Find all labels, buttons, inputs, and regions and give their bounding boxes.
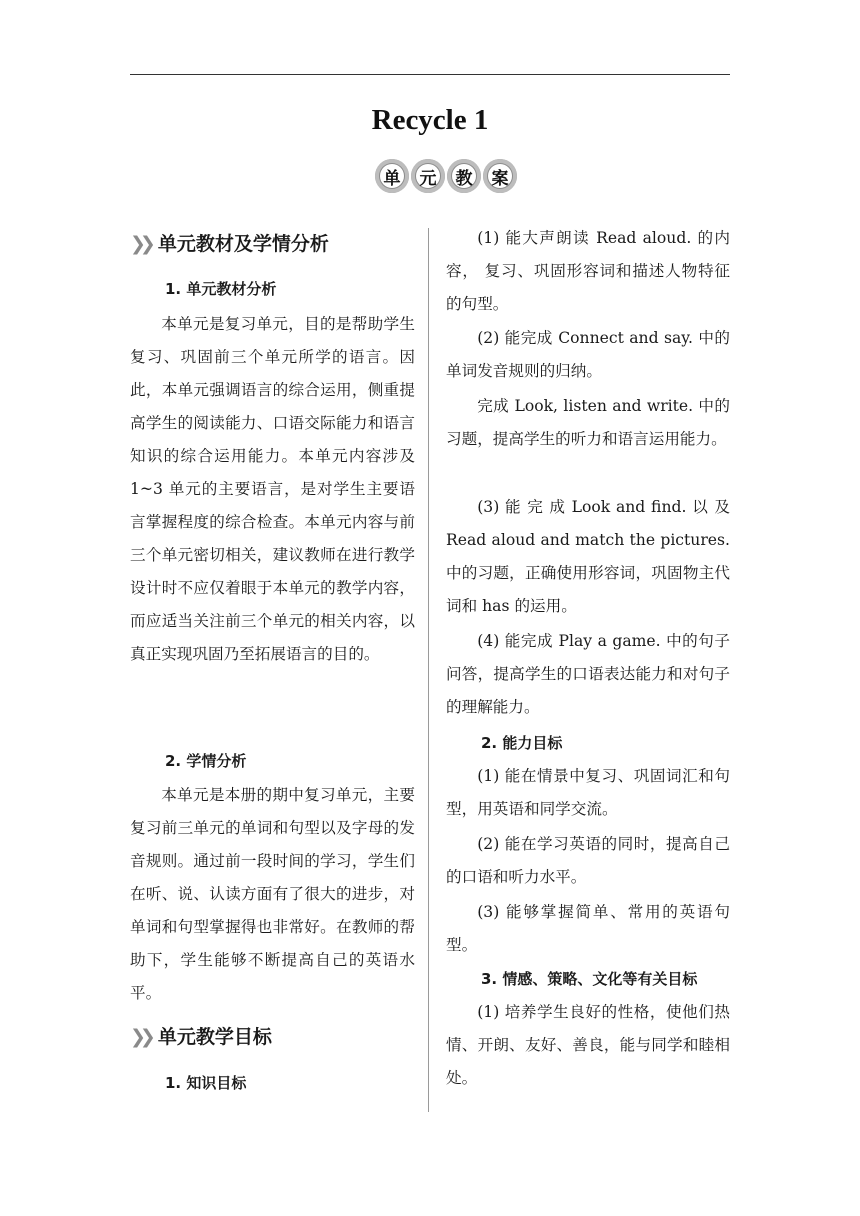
badge-char: 单: [380, 164, 404, 188]
paragraph-text: (1) 培养学生良好的性格，使他们热情、开朗、友好、善良，能与同学和睦相处。: [446, 1003, 730, 1087]
section-heading: [130, 1022, 415, 1052]
header-rule: [130, 74, 730, 75]
badge-char: 教: [452, 164, 476, 188]
paragraph: [446, 760, 730, 826]
paragraph: [446, 896, 730, 962]
paragraph: [446, 996, 730, 1095]
badge-char: 元: [416, 164, 440, 188]
section-heading-text: 单元教学目标: [157, 1026, 272, 1048]
paragraph-text: (1) 能大声朗读 Read aloud. 的内容， 复习、巩固形容词和描述人物特征的句型。: [446, 229, 730, 313]
paragraph-text: 本单元是本册的期中复习单元，主要复习前三单元的单词和句型以及字母的发音规则。通过前一段时间的学习，学生们在听、说、认读方面有了很大的进步，对单词和句型掌握得也非常好。在教师的帮助下，学生能够不断提高自己的英语水平。: [130, 786, 415, 1002]
badge-circle: [447, 159, 481, 193]
paragraph: [446, 625, 730, 724]
paragraph: [446, 828, 730, 894]
paragraph-text: (2) 能在学习英语的同时，提高自己的口语和听力水平。: [446, 835, 730, 886]
paragraph-text: 完成 Look, listen and write. 中的习题，提高学生的听力和语言运用能力。: [446, 397, 730, 448]
subheading-text: 1. 单元教材分析: [165, 280, 277, 298]
paragraph-text: (4) 能完成 Play a game. 中的句子问答，提高学生的口语表达能力和对句子的理解能力。: [446, 632, 730, 716]
subheading: [130, 745, 415, 778]
double-chevron-icon: ❯❯: [130, 1026, 150, 1048]
paragraph: [446, 491, 730, 623]
paragraph: [446, 222, 730, 321]
double-chevron-icon: ❯❯: [130, 233, 150, 255]
badge-circle: [411, 159, 445, 193]
paragraph-text: (3) 能够掌握简单、常用的英语句型。: [446, 903, 730, 954]
page-title: Recycle 1: [371, 104, 489, 136]
paragraph: [446, 322, 730, 388]
badge-circle: [375, 159, 409, 193]
badge-char: 案: [488, 164, 512, 188]
subheading-text: 2. 能力目标: [481, 734, 563, 752]
paragraph: [130, 308, 415, 671]
column-divider: [428, 228, 429, 1112]
paragraph-text: (2) 能完成 Connect and say. 中的单词发音规则的归纳。: [446, 329, 730, 380]
subheading: [446, 963, 730, 996]
section-heading-text: 单元教材及学情分析: [157, 233, 329, 255]
unit-plan-badge: [375, 156, 519, 198]
subheading-text: 2. 学情分析: [165, 752, 247, 770]
subheading: [130, 273, 415, 306]
section-heading: [130, 229, 415, 259]
paragraph-text: 本单元是复习单元，目的是帮助学生复习、巩固前三个单元所学的语言。因此，本单元强调语言的综合运用，侧重提高学生的阅读能力、口语交际能力和语言知识的综合运用能力。本单元内容涉及 1~3 单元的主要语言，是对学生主要语言掌握程度的综合检查。本单元内容与前三个单元密切相关，建议教师在进行教学设计时不应仅着眼于本单元的教学内容，而应适当关注前三个单元的相关内容，以真正实现巩固乃至拓展语言的目的。: [130, 315, 415, 663]
paragraph-text: (1) 能在情景中复习、巩固词汇和句型，用英语和同学交流。: [446, 767, 730, 818]
paragraph: [446, 390, 730, 456]
paragraph-text: (3) 能 完 成 Look and find. 以 及 Read aloud and match the pictures. 中的习题，正确使用形容词，巩固物主代词和 has 的运用。: [446, 498, 730, 615]
subheading-text: 3. 情感、策略、文化等有关目标: [481, 970, 698, 988]
subheading: [130, 1067, 415, 1100]
paragraph: [130, 779, 415, 1010]
subheading: [446, 727, 730, 760]
badge-circle: [483, 159, 517, 193]
subheading-text: 1. 知识目标: [165, 1074, 247, 1092]
